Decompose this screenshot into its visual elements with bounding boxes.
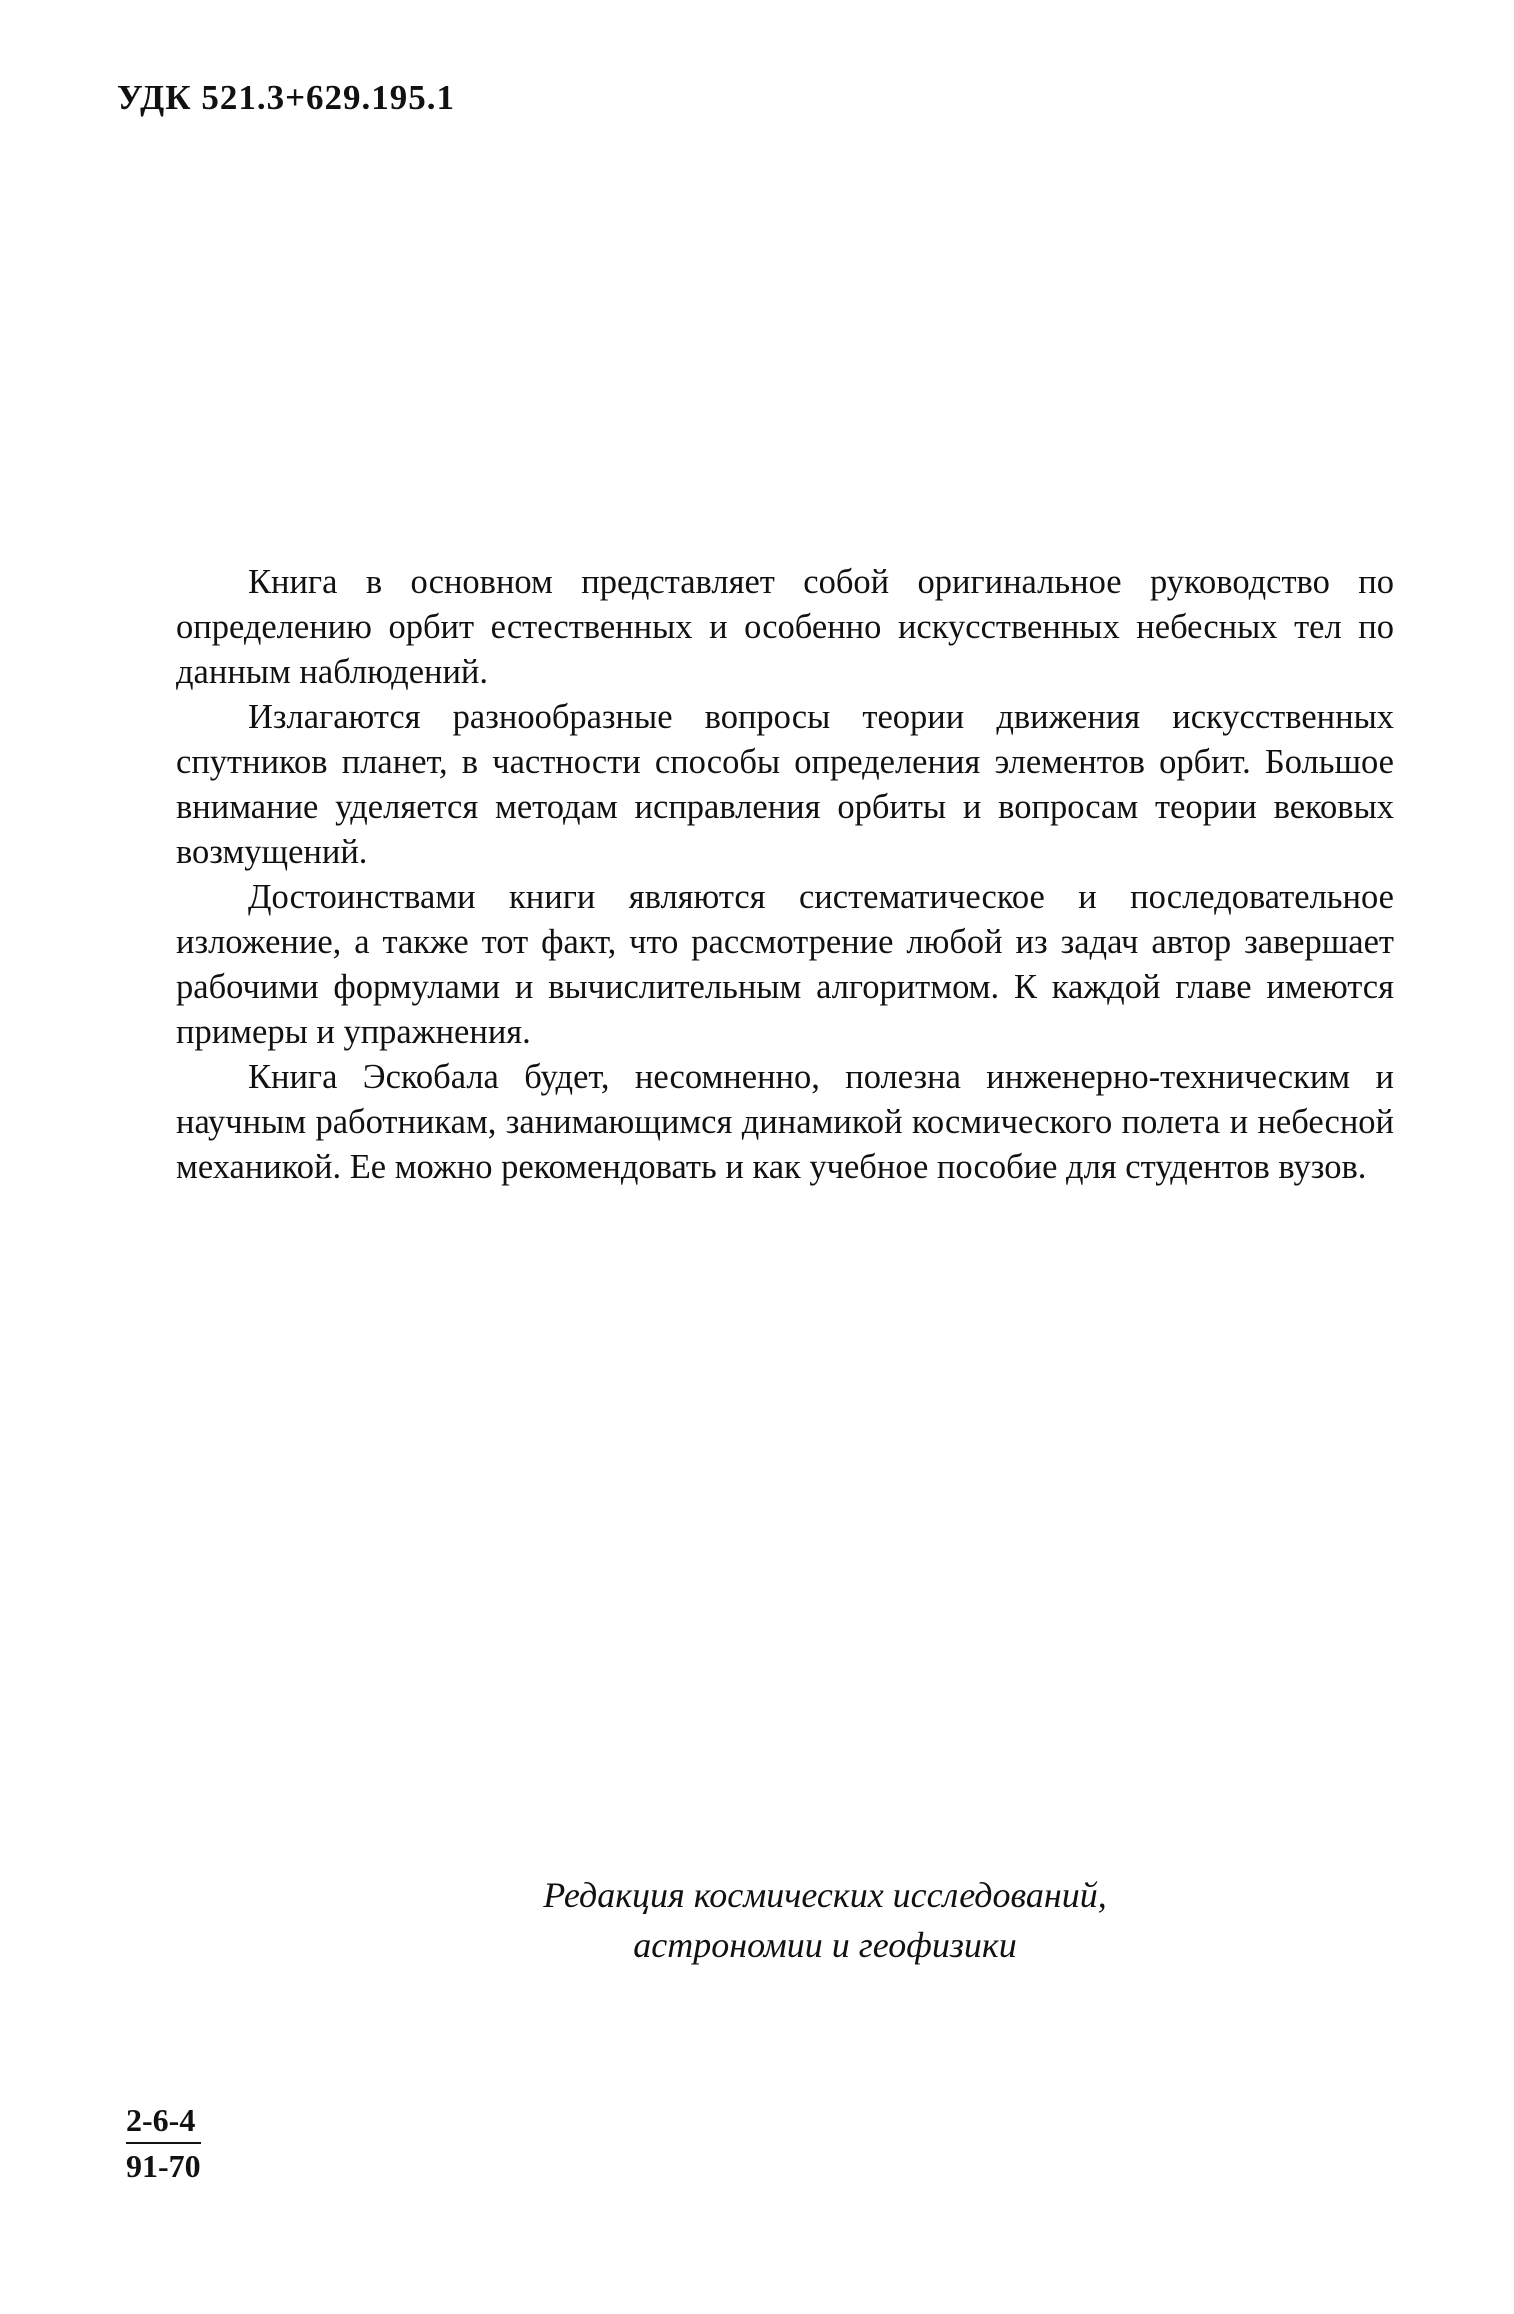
annotation-paragraph-2: Излагаются разнообразные вопросы теории движения искусственных спутников планет, в частности способы определения элементов орбит. Большое внимание уделяется методам исправления орбиты и вопросам теории вековых возмущений. [176,698,1394,871]
editorial-line-2: астрономии и геофизики [633,1925,1017,1965]
publication-code-denominator: 91-70 [126,2148,201,2184]
editorial-line-1: Редакция космических исследований, [543,1875,1107,1915]
annotation-paragraph-3: Достоинствами книги являются систематическое и последовательное изложение, а также тот факт, что рассмотрение любой из задач автор завершает рабочими формулами и вычислительным алгоритмом. К каждой главе имеются примеры и упражнения. [176,878,1394,1051]
annotation-paragraph-1: Книга в основном представляет собой оригинальное руководство по определению орбит естественных и особенно искусственных небесных тел по данным наблюдений. [176,563,1394,691]
publication-code [126,2100,201,2186]
editorial-office [400,1870,1250,1970]
annotation-paragraph-4: Книга Эскобала будет, несомненно, полезна инженерно-техническим и научным работникам, занимающимся динамикой космического полета и небесной механикой. Ее можно рекомендовать и как учебное пособие для студентов вузов. [176,1058,1394,1186]
book-annotation [176,560,1394,1190]
udc-classification: УДК 521.3+629.195.1 [117,78,456,117]
publication-code-numerator: 2-6-4 [126,2100,201,2144]
